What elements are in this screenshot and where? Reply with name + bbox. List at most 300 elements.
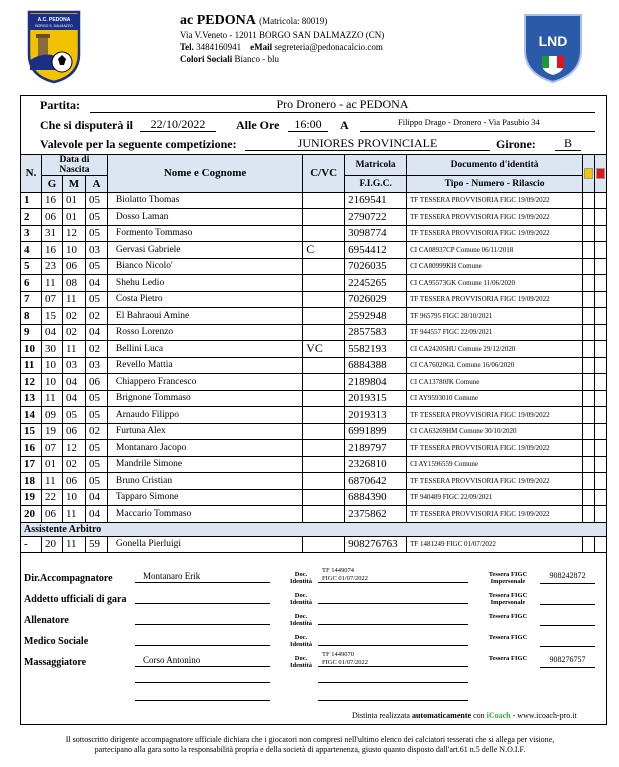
- player-number: 17: [21, 456, 42, 473]
- player-birth-day: 01: [41, 456, 62, 473]
- player-birth-month: 05: [62, 407, 85, 424]
- player-red-card: [594, 390, 606, 407]
- player-yellow-card: [582, 423, 594, 440]
- player-number: 7: [21, 291, 42, 308]
- player-captain: [303, 192, 345, 209]
- yellow-card-header: [582, 155, 594, 193]
- player-birth-day: 06: [41, 506, 62, 523]
- club-header: [180, 12, 327, 29]
- player-yellow-card: [582, 506, 594, 523]
- time-value: 16:00: [288, 117, 328, 132]
- col-figc-header: F.I.G.C.: [345, 176, 407, 193]
- player-row: [21, 423, 607, 440]
- player-birth-month: 02: [62, 308, 85, 325]
- player-birth-year: 04: [85, 489, 107, 506]
- player-matricola: 6870642: [345, 473, 407, 490]
- player-number: 19: [21, 489, 42, 506]
- player-captain: [303, 291, 345, 308]
- date-label: Che si disputerà il: [40, 118, 134, 132]
- player-number: 5: [21, 258, 42, 275]
- player-yellow-card: [582, 209, 594, 226]
- player-red-card: [594, 209, 606, 226]
- player-name: Rosso Lorenzo: [107, 324, 302, 341]
- assistente-a: 59: [85, 536, 107, 553]
- player-birth-day: 31: [41, 225, 62, 242]
- player-yellow-card: [582, 275, 594, 292]
- extra-line-2b: [318, 700, 468, 701]
- assistente-cvc: [303, 536, 345, 553]
- player-birth-year: 04: [85, 506, 107, 523]
- col-doc-header: Documento d'identità: [407, 155, 583, 176]
- official-name: [135, 592, 270, 604]
- player-name: Bianco Nicolo': [107, 258, 302, 275]
- player-number: 13: [21, 390, 42, 407]
- player-row: [21, 489, 607, 506]
- player-birth-day: 11: [41, 275, 62, 292]
- assistente-yellow: [582, 536, 594, 553]
- player-row: [21, 473, 607, 490]
- official-doc-label: Doc. Identità: [289, 592, 313, 606]
- player-document: TF 940489 FIGC 22/09/2021: [407, 489, 583, 506]
- player-matricola: 6884388: [345, 357, 407, 374]
- player-captain: [303, 456, 345, 473]
- player-number: 11: [21, 357, 42, 374]
- player-red-card: [594, 374, 606, 391]
- player-matricola: 6884390: [345, 489, 407, 506]
- player-birth-day: 06: [41, 209, 62, 226]
- player-red-card: [594, 192, 606, 209]
- player-captain: [303, 374, 345, 391]
- official-label: Massaggiatore: [24, 657, 87, 668]
- player-birth-month: 04: [62, 390, 85, 407]
- player-yellow-card: [582, 357, 594, 374]
- player-birth-month: 01: [62, 209, 85, 226]
- player-birth-year: 03: [85, 242, 107, 259]
- player-name: Formento Tommaso: [107, 225, 302, 242]
- player-captain: [303, 407, 345, 424]
- player-matricola: 6991899: [345, 423, 407, 440]
- girone-label: Girone:: [496, 137, 536, 151]
- col-dob-header: Data di Nascita: [41, 155, 107, 176]
- assistente-row: [21, 536, 607, 553]
- player-number: 12: [21, 374, 42, 391]
- player-birth-day: 16: [41, 192, 62, 209]
- official-tessera: [540, 634, 595, 647]
- player-birth-day: 11: [41, 473, 62, 490]
- club-matricola: (Matricola: 80019): [259, 16, 328, 26]
- player-captain: VC: [303, 341, 345, 358]
- venue-line: [360, 131, 595, 132]
- player-red-card: [594, 440, 606, 457]
- player-red-card: [594, 258, 606, 275]
- player-captain: [303, 440, 345, 457]
- player-row: [21, 341, 607, 358]
- player-number: 6: [21, 275, 42, 292]
- player-row: [21, 407, 607, 424]
- official-tessera-label: Tessera FIGC: [488, 634, 528, 641]
- player-row: [21, 506, 607, 523]
- player-yellow-card: [582, 341, 594, 358]
- assistente-red: [594, 536, 606, 553]
- player-yellow-card: [582, 192, 594, 209]
- official-tessera: [540, 592, 595, 605]
- col-matricola-header: Matricola: [345, 155, 407, 176]
- player-birth-year: 05: [85, 258, 107, 275]
- player-document: CI CA08937CP Comune 06/11/2018: [407, 242, 583, 259]
- player-name: Montanaro Jacopo: [107, 440, 302, 457]
- player-birth-month: 04: [62, 374, 85, 391]
- player-red-card: [594, 324, 606, 341]
- official-doc-label: Doc. Identità: [289, 634, 313, 648]
- player-captain: [303, 308, 345, 325]
- official-tessera-label: Tessera FIGC: [488, 613, 528, 620]
- player-birth-month: 03: [62, 357, 85, 374]
- player-red-card: [594, 242, 606, 259]
- player-birth-month: 11: [62, 506, 85, 523]
- player-birth-month: 10: [62, 489, 85, 506]
- col-m-header: M: [62, 176, 85, 193]
- official-tessera-label: Tessera FIGC Impersonale: [488, 592, 528, 606]
- player-document: CI CA63269HM Comune 30/10/2020: [407, 423, 583, 440]
- player-number: 14: [21, 407, 42, 424]
- official-doc: [318, 630, 468, 646]
- player-red-card: [594, 225, 606, 242]
- player-name: Chiappero Francesco: [107, 374, 302, 391]
- partita-label: Partita:: [40, 98, 80, 112]
- lnd-text: LND: [538, 33, 568, 49]
- player-document: CI CA80999KH Comune: [407, 258, 583, 275]
- player-captain: [303, 275, 345, 292]
- player-birth-year: 02: [85, 341, 107, 358]
- player-name: Arnaudo Filippo: [107, 407, 302, 424]
- player-number: 15: [21, 423, 42, 440]
- player-birth-year: 05: [85, 440, 107, 457]
- player-birth-month: 06: [62, 423, 85, 440]
- player-birth-day: 23: [41, 258, 62, 275]
- player-row: [21, 357, 607, 374]
- player-name: El Bahraoui Amine: [107, 308, 302, 325]
- player-name: Revello Mattia: [107, 357, 302, 374]
- player-document: TF TESSERA PROVVISORIA FIGC 19/09/2022: [407, 407, 583, 424]
- player-matricola: 2189804: [345, 374, 407, 391]
- player-matricola: 2019313: [345, 407, 407, 424]
- player-number: 8: [21, 308, 42, 325]
- player-rows: [21, 192, 607, 522]
- girone-value: B: [555, 136, 581, 151]
- player-name: Biolatto Thomas: [107, 192, 302, 209]
- competition-label: Valevole per la seguente competizione:: [40, 137, 237, 151]
- col-a-header: A: [85, 176, 107, 193]
- official-tessera: 908242872: [540, 571, 595, 584]
- player-row: [21, 225, 607, 242]
- player-document: CI CA24205HU Comune 29/12/2020: [407, 341, 583, 358]
- venue-value: Filippo Drago - Dronero - Via Pasubio 34: [398, 117, 540, 127]
- assistente-n: -: [21, 536, 42, 553]
- player-birth-year: 04: [85, 324, 107, 341]
- official-name: Montanaro Erik: [135, 571, 270, 583]
- player-birth-month: 11: [62, 341, 85, 358]
- extra-line-2a: [135, 700, 270, 701]
- col-cvc-header: C/VC: [303, 155, 345, 193]
- player-birth-day: 10: [41, 374, 62, 391]
- player-birth-day: 22: [41, 489, 62, 506]
- player-name: Tapparo Simone: [107, 489, 302, 506]
- official-name: [135, 634, 270, 646]
- assistente-name: Gonella Pierluigi: [107, 536, 302, 553]
- player-red-card: [594, 456, 606, 473]
- player-row: [21, 456, 607, 473]
- player-red-card: [594, 473, 606, 490]
- player-document: TF TESSERA PROVVISORIA FIGC 19/09/2022: [407, 506, 583, 523]
- lnd-logo: [522, 12, 584, 84]
- player-document: CI CA13780JK Comune: [407, 374, 583, 391]
- official-doc: [318, 588, 468, 604]
- player-birth-month: 12: [62, 440, 85, 457]
- competition-value: JUNIORES PROVINCIALE: [245, 136, 490, 151]
- player-name: Maccario Tommaso: [107, 506, 302, 523]
- player-document: TF 944557 FIGC 22/09/2021: [407, 324, 583, 341]
- assistente-doc: TF 1481249 FIGC 01/07/2022: [407, 536, 583, 553]
- player-matricola: 2169541: [345, 192, 407, 209]
- partita-value: Pro Dronero - ac PEDONA: [90, 97, 595, 113]
- player-yellow-card: [582, 258, 594, 275]
- player-row: [21, 390, 607, 407]
- player-document: TF TESSERA PROVVISORIA FIGC 19/09/2022: [407, 209, 583, 226]
- player-birth-month: 11: [62, 291, 85, 308]
- player-yellow-card: [582, 374, 594, 391]
- col-name-header: Nome e Cognome: [107, 155, 302, 193]
- player-birth-day: 30: [41, 341, 62, 358]
- player-name: Bellini Luca: [107, 341, 302, 358]
- player-birth-year: 05: [85, 390, 107, 407]
- player-document: TF TESSERA PROVVISORIA FIGC 19/09/2022: [407, 473, 583, 490]
- player-yellow-card: [582, 242, 594, 259]
- player-birth-year: 03: [85, 357, 107, 374]
- player-yellow-card: [582, 225, 594, 242]
- red-card-header: [594, 155, 606, 193]
- player-document: TF 965795 FIGC 28/10/2021: [407, 308, 583, 325]
- player-birth-month: 02: [62, 324, 85, 341]
- official-label: Addetto ufficiali di gara: [24, 594, 127, 605]
- player-matricola: 2857583: [345, 324, 407, 341]
- player-captain: [303, 258, 345, 275]
- player-name: Costa Pietro: [107, 291, 302, 308]
- player-captain: [303, 225, 345, 242]
- player-row: [21, 440, 607, 457]
- player-captain: [303, 209, 345, 226]
- official-tessera: [540, 613, 595, 626]
- player-red-card: [594, 275, 606, 292]
- player-yellow-card: [582, 407, 594, 424]
- official-label: Dir.Accompagnatore: [24, 573, 113, 584]
- player-yellow-card: [582, 291, 594, 308]
- official-doc-label: Doc. Identità: [289, 571, 313, 585]
- official-name: [135, 613, 270, 625]
- player-matricola: 6954412: [345, 242, 407, 259]
- red-card-icon: [596, 168, 605, 179]
- player-matricola: 3098774: [345, 225, 407, 242]
- extra-line-1a: [135, 682, 270, 683]
- player-yellow-card: [582, 390, 594, 407]
- player-number: 16: [21, 440, 42, 457]
- player-birth-year: 05: [85, 291, 107, 308]
- player-captain: [303, 423, 345, 440]
- club-logo: [26, 10, 82, 84]
- player-document: CI CA76020GL Comune 16/06/2020: [407, 357, 583, 374]
- player-birth-month: 06: [62, 258, 85, 275]
- player-birth-day: 07: [41, 291, 62, 308]
- player-document: TF TESSERA PROVVISORIA FIGC 19/09/2022: [407, 440, 583, 457]
- official-tessera-label: Tessera FIGC: [488, 655, 528, 662]
- club-contacts: Tel. 3484160941 eMail segreteria@pedonacalcio.com: [180, 42, 383, 52]
- player-captain: [303, 324, 345, 341]
- player-document: TF TESSERA PROVVISORIA FIGC 19/09/2022: [407, 225, 583, 242]
- player-name: Brignone Tommaso: [107, 390, 302, 407]
- player-birth-month: 02: [62, 456, 85, 473]
- player-matricola: 5582193: [345, 341, 407, 358]
- player-number: 4: [21, 242, 42, 259]
- player-birth-year: 05: [85, 209, 107, 226]
- date-value: 22/10/2022: [140, 117, 216, 132]
- player-number: 20: [21, 506, 42, 523]
- player-birth-year: 04: [85, 275, 107, 292]
- player-birth-month: 06: [62, 473, 85, 490]
- player-birth-year: 02: [85, 308, 107, 325]
- player-number: 18: [21, 473, 42, 490]
- player-number: 2: [21, 209, 42, 226]
- player-birth-year: 05: [85, 473, 107, 490]
- player-red-card: [594, 357, 606, 374]
- player-name: Mandrile Simone: [107, 456, 302, 473]
- club-address: Via V.Veneto - 12011 BORGO SAN DALMAZZO (CN): [180, 30, 385, 40]
- player-row: [21, 291, 607, 308]
- logo-text-top: A.C. PEDONA: [37, 17, 71, 23]
- distinta-credit: Distinta realizzata automaticamente con iCoach - www.icoach-pro.it: [352, 711, 577, 720]
- official-label: Allenatore: [24, 615, 69, 626]
- player-matricola: 7026029: [345, 291, 407, 308]
- player-matricola: 2019315: [345, 390, 407, 407]
- logo-text-sub: BORGO S. DALMAZZO: [35, 24, 73, 28]
- player-number: 9: [21, 324, 42, 341]
- player-red-card: [594, 506, 606, 523]
- player-birth-year: 05: [85, 225, 107, 242]
- player-matricola: 2189797: [345, 440, 407, 457]
- player-red-card: [594, 341, 606, 358]
- player-captain: [303, 473, 345, 490]
- player-red-card: [594, 291, 606, 308]
- player-yellow-card: [582, 456, 594, 473]
- official-doc-label: Doc. Identità: [289, 613, 313, 627]
- player-yellow-card: [582, 473, 594, 490]
- player-number: 10: [21, 341, 42, 358]
- player-name: Dosso Laman: [107, 209, 302, 226]
- player-row: [21, 242, 607, 259]
- player-birth-day: 19: [41, 423, 62, 440]
- player-number: 1: [21, 192, 42, 209]
- player-birth-day: 16: [41, 242, 62, 259]
- player-birth-year: 05: [85, 192, 107, 209]
- player-row: [21, 258, 607, 275]
- player-red-card: [594, 308, 606, 325]
- player-row: [21, 192, 607, 209]
- player-yellow-card: [582, 324, 594, 341]
- player-captain: C: [303, 242, 345, 259]
- player-birth-day: 10: [41, 357, 62, 374]
- player-birth-month: 12: [62, 225, 85, 242]
- player-name: Bruno Cristian: [107, 473, 302, 490]
- player-document: TF TESSERA PROVVISORIA FIGC 19/09/2022: [407, 192, 583, 209]
- official-name: Corso Antonino: [135, 655, 270, 667]
- player-matricola: 2326810: [345, 456, 407, 473]
- official-doc: TF 1449074 FIGC 01/07/2022: [318, 567, 468, 583]
- club-colors: Colori Sociali Bianco - blu: [180, 54, 279, 64]
- player-birth-month: 10: [62, 242, 85, 259]
- player-name: Shehu Ledio: [107, 275, 302, 292]
- player-red-card: [594, 423, 606, 440]
- player-birth-year: 05: [85, 407, 107, 424]
- player-birth-day: 07: [41, 440, 62, 457]
- player-row: [21, 275, 607, 292]
- assistente-g: 20: [41, 536, 62, 553]
- player-birth-day: 04: [41, 324, 62, 341]
- player-matricola: 2592948: [345, 308, 407, 325]
- player-yellow-card: [582, 308, 594, 325]
- player-birth-year: 02: [85, 423, 107, 440]
- yellow-card-icon: [584, 168, 593, 179]
- player-birth-year: 05: [85, 456, 107, 473]
- player-document: TF TESSERA PROVVISORIA FIGC 19/09/2022: [407, 291, 583, 308]
- player-birth-day: 09: [41, 407, 62, 424]
- player-matricola: 7026035: [345, 258, 407, 275]
- player-yellow-card: [582, 489, 594, 506]
- official-label: Medico Sociale: [24, 636, 89, 647]
- player-birth-month: 08: [62, 275, 85, 292]
- player-captain: [303, 390, 345, 407]
- player-captain: [303, 357, 345, 374]
- player-red-card: [594, 407, 606, 424]
- player-document: CI CA95573GK Comune 11/06/2020: [407, 275, 583, 292]
- official-tessera-label: Tessera FIGC Impersonale: [488, 571, 528, 585]
- assistente-section-label: Assistente Arbitro: [21, 522, 607, 536]
- player-birth-month: 01: [62, 192, 85, 209]
- official-doc-label: Doc. Identità: [289, 655, 313, 669]
- player-birth-day: 11: [41, 390, 62, 407]
- official-doc: [318, 609, 468, 625]
- player-matricola: 2375862: [345, 506, 407, 523]
- player-captain: [303, 489, 345, 506]
- players-table: [20, 154, 607, 553]
- at-label: A: [340, 118, 349, 132]
- player-birth-year: 06: [85, 374, 107, 391]
- player-number: 3: [21, 225, 42, 242]
- col-doc-sub-header: Tipo - Numero - Rilascio: [407, 176, 583, 193]
- col-n-header: N.: [21, 155, 42, 193]
- player-document: CI AY9593010 Comune: [407, 390, 583, 407]
- player-name: Gervasi Gabriele: [107, 242, 302, 259]
- player-matricola: 2245265: [345, 275, 407, 292]
- club-name: ac PEDONA: [180, 13, 256, 28]
- assistente-matricola: 908276763: [345, 536, 407, 553]
- player-birth-day: 15: [41, 308, 62, 325]
- player-row: [21, 308, 607, 325]
- extra-line-1b: [318, 682, 468, 683]
- player-matricola: 2790722: [345, 209, 407, 226]
- assistente-m: 11: [62, 536, 85, 553]
- player-name: Furtuna Alex: [107, 423, 302, 440]
- col-g-header: G: [41, 176, 62, 193]
- footer-declaration: Il sottoscritto dirigente accompagnatore ufficiale dichiara che i giocatori non compresi nell'ultimo elenco dei calciatori tesserati che si allega per visione, partecipano alla gara sotto la responsabilità propria e della società di appartenenza, giusto quanto disposto dall'art.61 n.5 delle N.O.I.F.: [65, 735, 555, 754]
- official-tessera: 908276757: [540, 655, 595, 668]
